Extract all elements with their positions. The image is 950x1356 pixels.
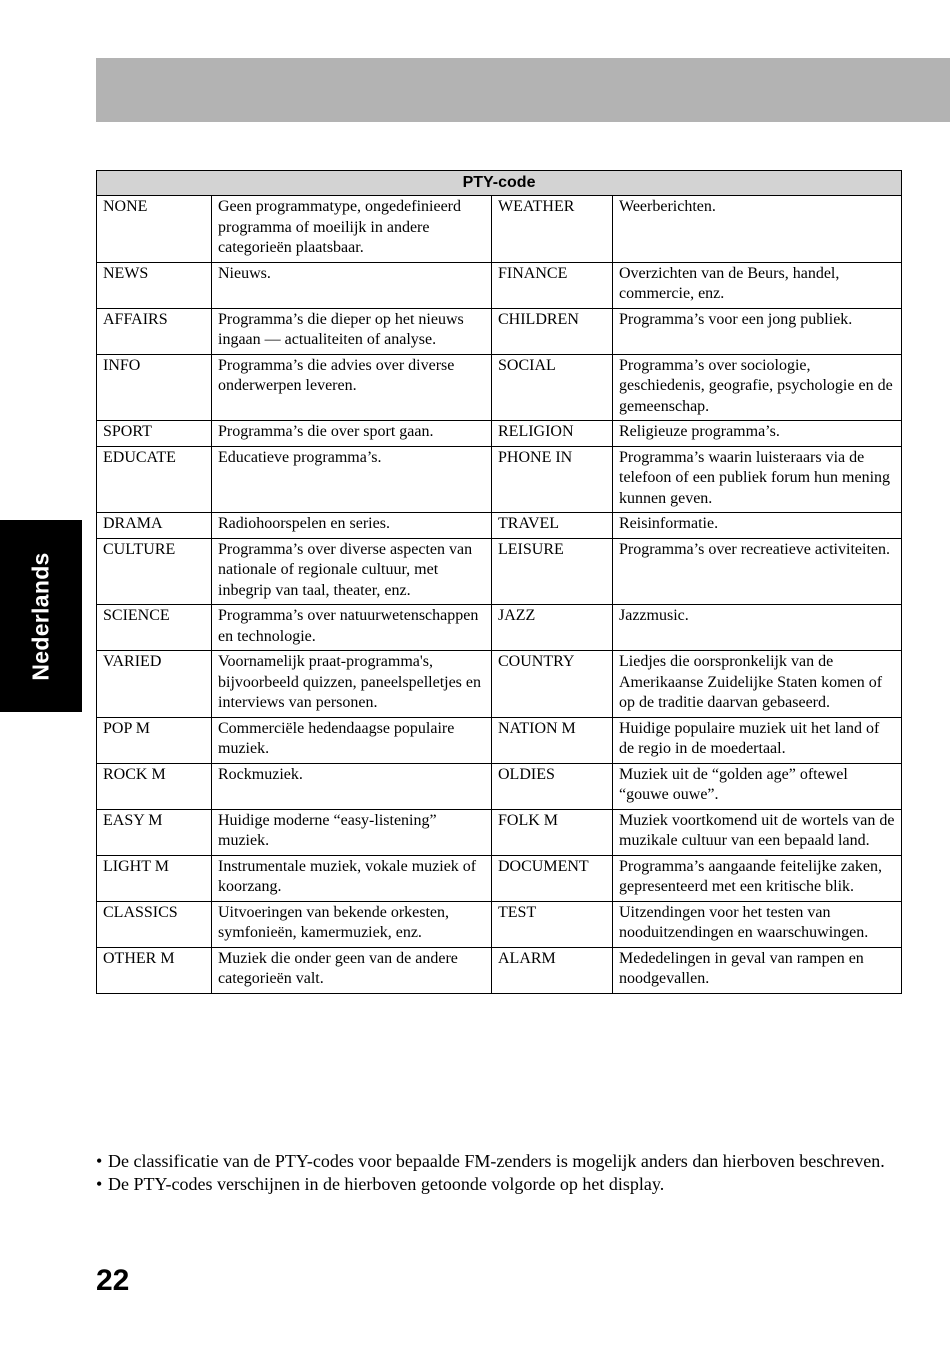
pty-description-cell: Nieuws.: [212, 262, 492, 308]
table-row: [97, 421, 902, 447]
pty-code-cell: NATION M: [492, 717, 613, 763]
table-header: PTY-code: [97, 171, 902, 196]
table-row: [97, 855, 902, 901]
pty-description-cell: Programma’s aangaande feitelijke zaken, gepresenteerd met een kritische blik.: [613, 855, 902, 901]
table-row: [97, 651, 902, 718]
pty-description-cell: Muziek voortkomend uit de wortels van de muzikale cultuur van een bepaald land.: [613, 809, 902, 855]
pty-description-cell: Uitvoeringen van bekende orkesten, symfonieën, kamermuziek, enz.: [212, 901, 492, 947]
pty-code-cell: CLASSICS: [97, 901, 212, 947]
note-text: De classificatie van de PTY-codes voor bepaalde FM-zenders is mogelijk anders dan hierboven beschreven.: [108, 1151, 885, 1171]
pty-code-cell: ALARM: [492, 947, 613, 993]
pty-description-cell: Programma’s over diverse aspecten van nationale of regionale cultuur, met inbegrip van taal, theater, enz.: [212, 538, 492, 605]
pty-code-table: [96, 170, 902, 994]
pty-code-cell: AFFAIRS: [97, 308, 212, 354]
note-item: [96, 1150, 906, 1173]
page-number: 22: [96, 1264, 130, 1297]
pty-code-cell: OTHER M: [97, 947, 212, 993]
pty-code-cell: SPORT: [97, 421, 212, 447]
pty-code-cell: LEISURE: [492, 538, 613, 605]
pty-code-cell: SOCIAL: [492, 354, 613, 421]
pty-code-cell: DOCUMENT: [492, 855, 613, 901]
pty-description-cell: Liedjes die oorspronkelijk van de Amerikaanse Zuidelijke Staten komen of op de traditie daarvan gebaseerd.: [613, 651, 902, 718]
pty-description-cell: Instrumentale muziek, vokale muziek of koorzang.: [212, 855, 492, 901]
table-row: [97, 446, 902, 513]
pty-description-cell: Overzichten van de Beurs, handel, commercie, enz.: [613, 262, 902, 308]
pty-description-cell: Reisinformatie.: [613, 513, 902, 539]
pty-code-cell: WEATHER: [492, 196, 613, 263]
pty-description-cell: Educatieve programma’s.: [212, 446, 492, 513]
pty-description-cell: Huidige populaire muziek uit het land of de regio in de moedertaal.: [613, 717, 902, 763]
pty-code-cell: RELIGION: [492, 421, 613, 447]
pty-description-cell: Muziek uit de “golden age” oftewel “gouwe ouwe”.: [613, 763, 902, 809]
language-tab: [0, 520, 82, 712]
pty-description-cell: Mededelingen in geval van rampen en noodgevallen.: [613, 947, 902, 993]
pty-description-cell: Rockmuziek.: [212, 763, 492, 809]
pty-code-cell: FINANCE: [492, 262, 613, 308]
table-body: [97, 196, 902, 994]
table-row: [97, 605, 902, 651]
pty-description-cell: Voornamelijk praat-programma's, bijvoorbeeld quizzen, paneelspelletjes en interviews van personen.: [212, 651, 492, 718]
pty-description-cell: Programma’s over recreatieve activiteiten.: [613, 538, 902, 605]
pty-description-cell: Huidige moderne “easy-listening” muziek.: [212, 809, 492, 855]
pty-code-cell: NEWS: [97, 262, 212, 308]
pty-code-cell: JAZZ: [492, 605, 613, 651]
pty-description-cell: Jazzmusic.: [613, 605, 902, 651]
table-row: [97, 196, 902, 263]
bullet-icon: •: [96, 1151, 103, 1171]
table-row: [97, 809, 902, 855]
pty-code-cell: EDUCATE: [97, 446, 212, 513]
table-row: [97, 538, 902, 605]
pty-code-cell: FOLK M: [492, 809, 613, 855]
pty-code-cell: OLDIES: [492, 763, 613, 809]
pty-code-cell: ROCK M: [97, 763, 212, 809]
pty-code-cell: DRAMA: [97, 513, 212, 539]
pty-description-cell: Muziek die onder geen van de andere categorieën valt.: [212, 947, 492, 993]
pty-description-cell: Programma’s die advies over diverse onderwerpen leveren.: [212, 354, 492, 421]
pty-description-cell: Uitzendingen voor het testen van nooduitzendingen en waarschuwingen.: [613, 901, 902, 947]
pty-description-cell: Programma’s voor een jong publiek.: [613, 308, 902, 354]
pty-code-cell: NONE: [97, 196, 212, 263]
pty-code-cell: CHILDREN: [492, 308, 613, 354]
table-row: [97, 763, 902, 809]
table-row: [97, 513, 902, 539]
pty-description-cell: Programma’s waarin luisteraars via de telefoon of een publiek forum hun mening kunnen geven.: [613, 446, 902, 513]
pty-code-cell: COUNTRY: [492, 651, 613, 718]
notes-list: [96, 1150, 906, 1196]
pty-code-cell: SCIENCE: [97, 605, 212, 651]
pty-description-cell: Programma’s over sociologie, geschiedenis, geografie, psychologie en de gemeenschap.: [613, 354, 902, 421]
header-band: [96, 58, 950, 122]
note-item: [96, 1173, 906, 1196]
note-text: De PTY-codes verschijnen in de hierboven getoonde volgorde op het display.: [108, 1174, 665, 1194]
pty-code-cell: PHONE IN: [492, 446, 613, 513]
pty-description-cell: Weerberichten.: [613, 196, 902, 263]
pty-description-cell: Commerciële hedendaagse populaire muziek.: [212, 717, 492, 763]
pty-code-cell: CULTURE: [97, 538, 212, 605]
pty-description-cell: Programma’s over natuurwetenschappen en technologie.: [212, 605, 492, 651]
pty-description-cell: Radiohoorspelen en series.: [212, 513, 492, 539]
table-row: [97, 354, 902, 421]
pty-code-cell: POP M: [97, 717, 212, 763]
pty-code-cell: TRAVEL: [492, 513, 613, 539]
language-tab-label: Nederlands: [27, 551, 54, 681]
pty-description-cell: Programma’s die dieper op het nieuws ingaan — actualiteiten of analyse.: [212, 308, 492, 354]
pty-code-cell: EASY M: [97, 809, 212, 855]
pty-description-cell: Religieuze programma’s.: [613, 421, 902, 447]
table-row: [97, 901, 902, 947]
table-row: [97, 308, 902, 354]
bullet-icon: •: [96, 1174, 103, 1194]
pty-description-cell: Programma’s die over sport gaan.: [212, 421, 492, 447]
pty-code-cell: LIGHT M: [97, 855, 212, 901]
pty-description-cell: Geen programmatype, ongedefinieerd programma of moeilijk in andere categorieën plaatsbaar.: [212, 196, 492, 263]
pty-code-cell: TEST: [492, 901, 613, 947]
table-row: [97, 947, 902, 993]
pty-code-cell: INFO: [97, 354, 212, 421]
pty-code-cell: VARIED: [97, 651, 212, 718]
table-row: [97, 262, 902, 308]
table-row: [97, 717, 902, 763]
